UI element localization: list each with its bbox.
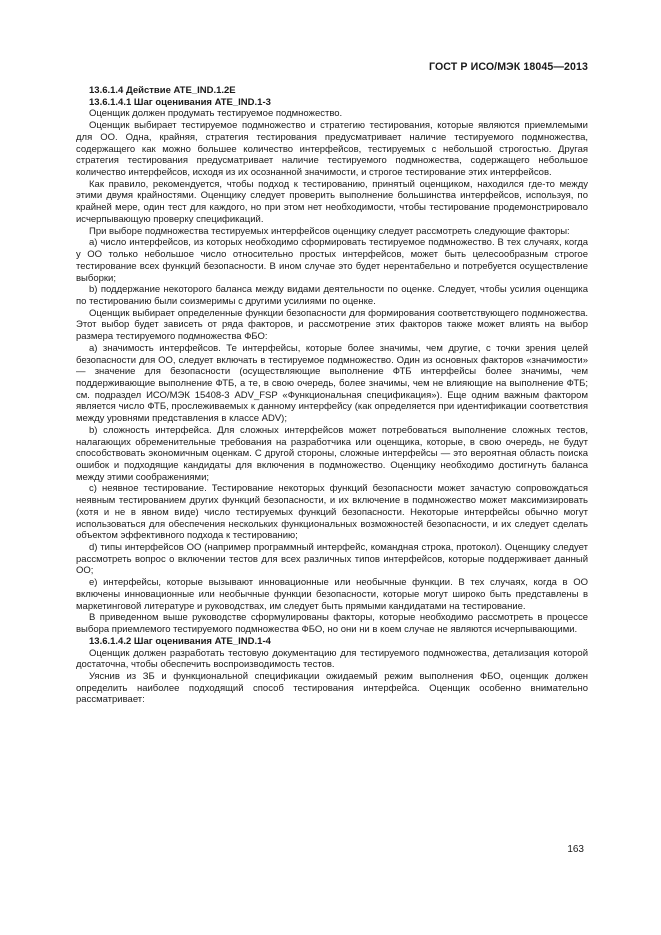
paragraph: b) сложность интерфейса. Для сложных интерфейсов может потребоваться выполнение сложных тестов, налагающих обременительные требования на разработчика или оценщика, которые, в свою очередь, не будут способствовать экономичным оценкам. С другой стороны, сложные интерфейсы — это вероятная область поиска ошибок и подходящие кандидаты для включения в подмножество. Оценщику необходимо достигнуть баланса между этими соображениями; [76,424,588,483]
paragraph: e) интерфейсы, которые вызывают инновационные или необычные функции. В тех случаях, когда в ОО включены инновационные или необычные функции безопасности, которые могут широко быть представлены в маркетинговой литературе и руководствах, им следует быть прямыми кандидатами на тестирование. [76,577,588,612]
paragraph: Оценщик должен продумать тестируемое подмножество. [89,108,343,120]
document-header: ГОСТ Р ИСО/МЭК 18045—2013 [429,61,588,73]
paragraph: c) неявное тестирование. Тестирование некоторых функций безопасности может зачастую сопровождаться неявным тестированием других функций безопасности, и их включение в подмножество может максимизировать (хотя и не в явном виде) число тестируемых функций безопасности. Некоторые интерфейсы обычно могут использоваться для обеспечения нескольких функциональных возможностей безопасности, и их следует сделать объектом эффективного подхода к тестированию; [76,483,588,542]
section-heading: 13.6.1.4.2 Шаг оценивания ATE_IND.1-4 [89,635,271,647]
paragraph: a) значимость интерфейсов. Те интерфейсы, которые более значимы, чем другие, с точки зрения целей безопасности для ОО, следует включать в тестируемое подмножество. Один из основных факторов «значимости» — значение для безопасности (осуществляющие выполнение ФТБ интерфейсы более значимы, чем поддерживающие выполнение ФТБ, а те, в свою очередь, более значимы, чем не влияющие на выполнение ФТБ; см. подраздел ИСО/МЭК 15408-3 ADV_FSP «Функциональная спецификация»). Еще одним важным фактором является число ФТБ, прослеживаемых к данному интерфейсу (как определяется при идентификации соответствия между уровнями представления в классе ADV); [76,342,588,425]
paragraph: a) число интерфейсов, из которых необходимо сформировать тестируемое подмножество. В тех случаях, когда у ОО только небольшое число относительно простых интерфейсов, может быть целесообразным строгое тестирование всех функций безопасности. В ином случае это будет нерентабельно и потребуется осуществление выборки; [76,237,588,284]
paragraph: При выборе подмножества тестируемых интерфейсов оценщику следует рассмотреть следующие факторы: [89,225,570,237]
paragraph: Оценщик выбирает тестируемое подмножество и стратегию тестирования, которые являются приемлемыми для ОО. Одна, крайняя, стратегия тестирования предусматривает наличие тестируемого подмножества, содержащего как можно большее количество интерфейсов, тестируемых с небольшой строгостью. Другая стратегия тестирования предусматривает наличие тестируемого подмножества, содержащего небольшое количество интерфейсов, исходя из их осознанной значимости, и строгое тестирование этих интерфейсов. [76,120,588,179]
paragraph: Оценщик выбирает определенные функции безопасности для формирования соответствующего подмножества. Этот выбор будет зависеть от ряда факторов, и рассмотрение этих факторов также может влиять на выбор размера тестируемого подмножества ФБО: [76,307,588,343]
section-heading: 13.6.1.4 Действие ATE_IND.1.2E [89,85,236,96]
paragraph: Уяснив из ЗБ и функциональной спецификации ожидаемый режим выполнения ФБО, оценщик должен определить наиболее подходящий способ тестирования интерфейса. Оценщик особенно внимательно рассматривает: [76,670,588,706]
document-body [76,85,588,706]
page-number: 163 [567,844,584,855]
paragraph: b) поддержание некоторого баланса между видами деятельности по оценке. Следует, чтобы усилия оценщика по тестированию были соизмеримы с другими усилиями по оценке. [76,284,588,307]
paragraph: В приведенном выше руководстве сформулированы факторы, которые необходимо рассмотреть в процессе выбора приемлемого тестируемого подмножества ФБО, но они ни в коем случае не являются исчерпывающими. [76,612,588,636]
paragraph: Как правило, рекомендуется, чтобы подход к тестированию, принятый оценщиком, находился где-то между этими двумя крайностями. Оценщику следует проверить выполнение большинства интерфейсов, используя, по крайней мере, один тест для каждого, но при этом нет необходимости, чтобы тестирование продемонстрировало исчерпывающую проверку спецификаций. [76,178,588,225]
section-heading: 13.6.1.4.1 Шаг оценивания ATE_IND.1-3 [89,96,271,108]
paragraph: Оценщик должен разработать тестовую документацию для тестируемого подмножества, детализация которой достаточна, чтобы обеспечить воспроизводимость тестов. [76,647,588,671]
paragraph: d) типы интерфейсов ОО (например программный интерфейс, командная строка, протокол). Оценщику следует рассмотреть вопрос о включении тестов для всех различных типов интерфейсов, которые поддерживает данный ОО; [76,542,588,577]
